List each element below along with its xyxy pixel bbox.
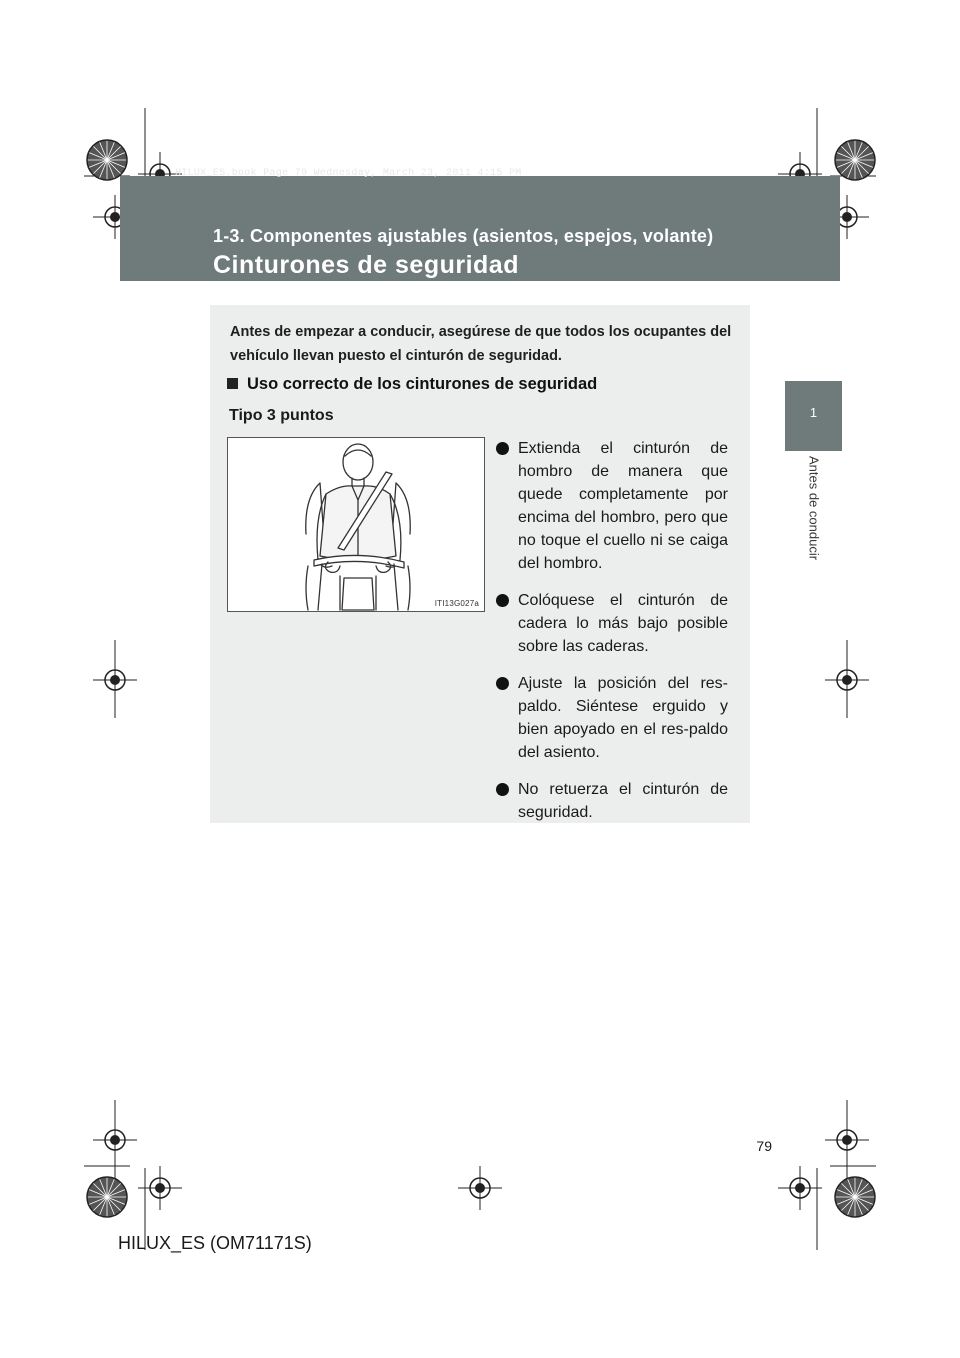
section-title: 1-3. Componentes ajustables (asientos, espejos, volante) [213, 226, 714, 246]
list-item [496, 778, 728, 824]
list-item-text: Ajuste la posición del res-paldo. Siéntese erguido y bien apoyado en el res-paldo del asiento. [518, 675, 728, 761]
list-item [496, 437, 728, 575]
page-title: Cinturones de seguridad [213, 251, 519, 279]
chapter-number: 1 [809, 405, 818, 420]
seated-person-with-seatbelt-icon [228, 438, 484, 611]
bullet-dot-icon [496, 783, 509, 796]
subheading [227, 375, 597, 394]
bullet-dot-icon [496, 442, 509, 455]
figure-code: ITI13G027a [434, 599, 479, 608]
list-item-text: Extienda el cinturón de hombro de manera que quede completamente por encima del hombro, pero que no toque el cuello ni se caiga del hombro. [518, 440, 728, 572]
print-stamp: HILUX_ES.book Page 79 Wednesday, March 23, 2011 4:15 PM [175, 168, 522, 179]
bullet-dot-icon [496, 594, 509, 607]
bullet-dot-icon [496, 677, 509, 690]
subheading-text: Uso correcto de los cinturones de seguridad [247, 375, 598, 393]
square-bullet-icon [227, 378, 238, 389]
chapter-label: Antes de conducir [806, 456, 822, 561]
list-item [496, 672, 728, 764]
list-item [496, 589, 728, 658]
list-item-text: Colóquese el cinturón de cadera lo más bajo posible sobre las caderas. [518, 592, 728, 655]
document-code: HILUX_ES (OM71171S) [118, 1233, 312, 1253]
page-number: 79 [756, 1138, 772, 1154]
seatbelt-illustration [227, 437, 485, 612]
type-label: Tipo 3 puntos [229, 407, 334, 424]
list-item-text: No retuerza el cinturón de seguridad. [518, 781, 728, 821]
chapter-tab [785, 381, 842, 451]
instruction-list [496, 437, 728, 838]
intro-text: Antes de empezar a conducir, asegúrese de que todos los ocupantes del vehículo llevan puesto el cinturón de seguridad. [230, 324, 732, 364]
chapter-label-vertical [803, 456, 825, 586]
